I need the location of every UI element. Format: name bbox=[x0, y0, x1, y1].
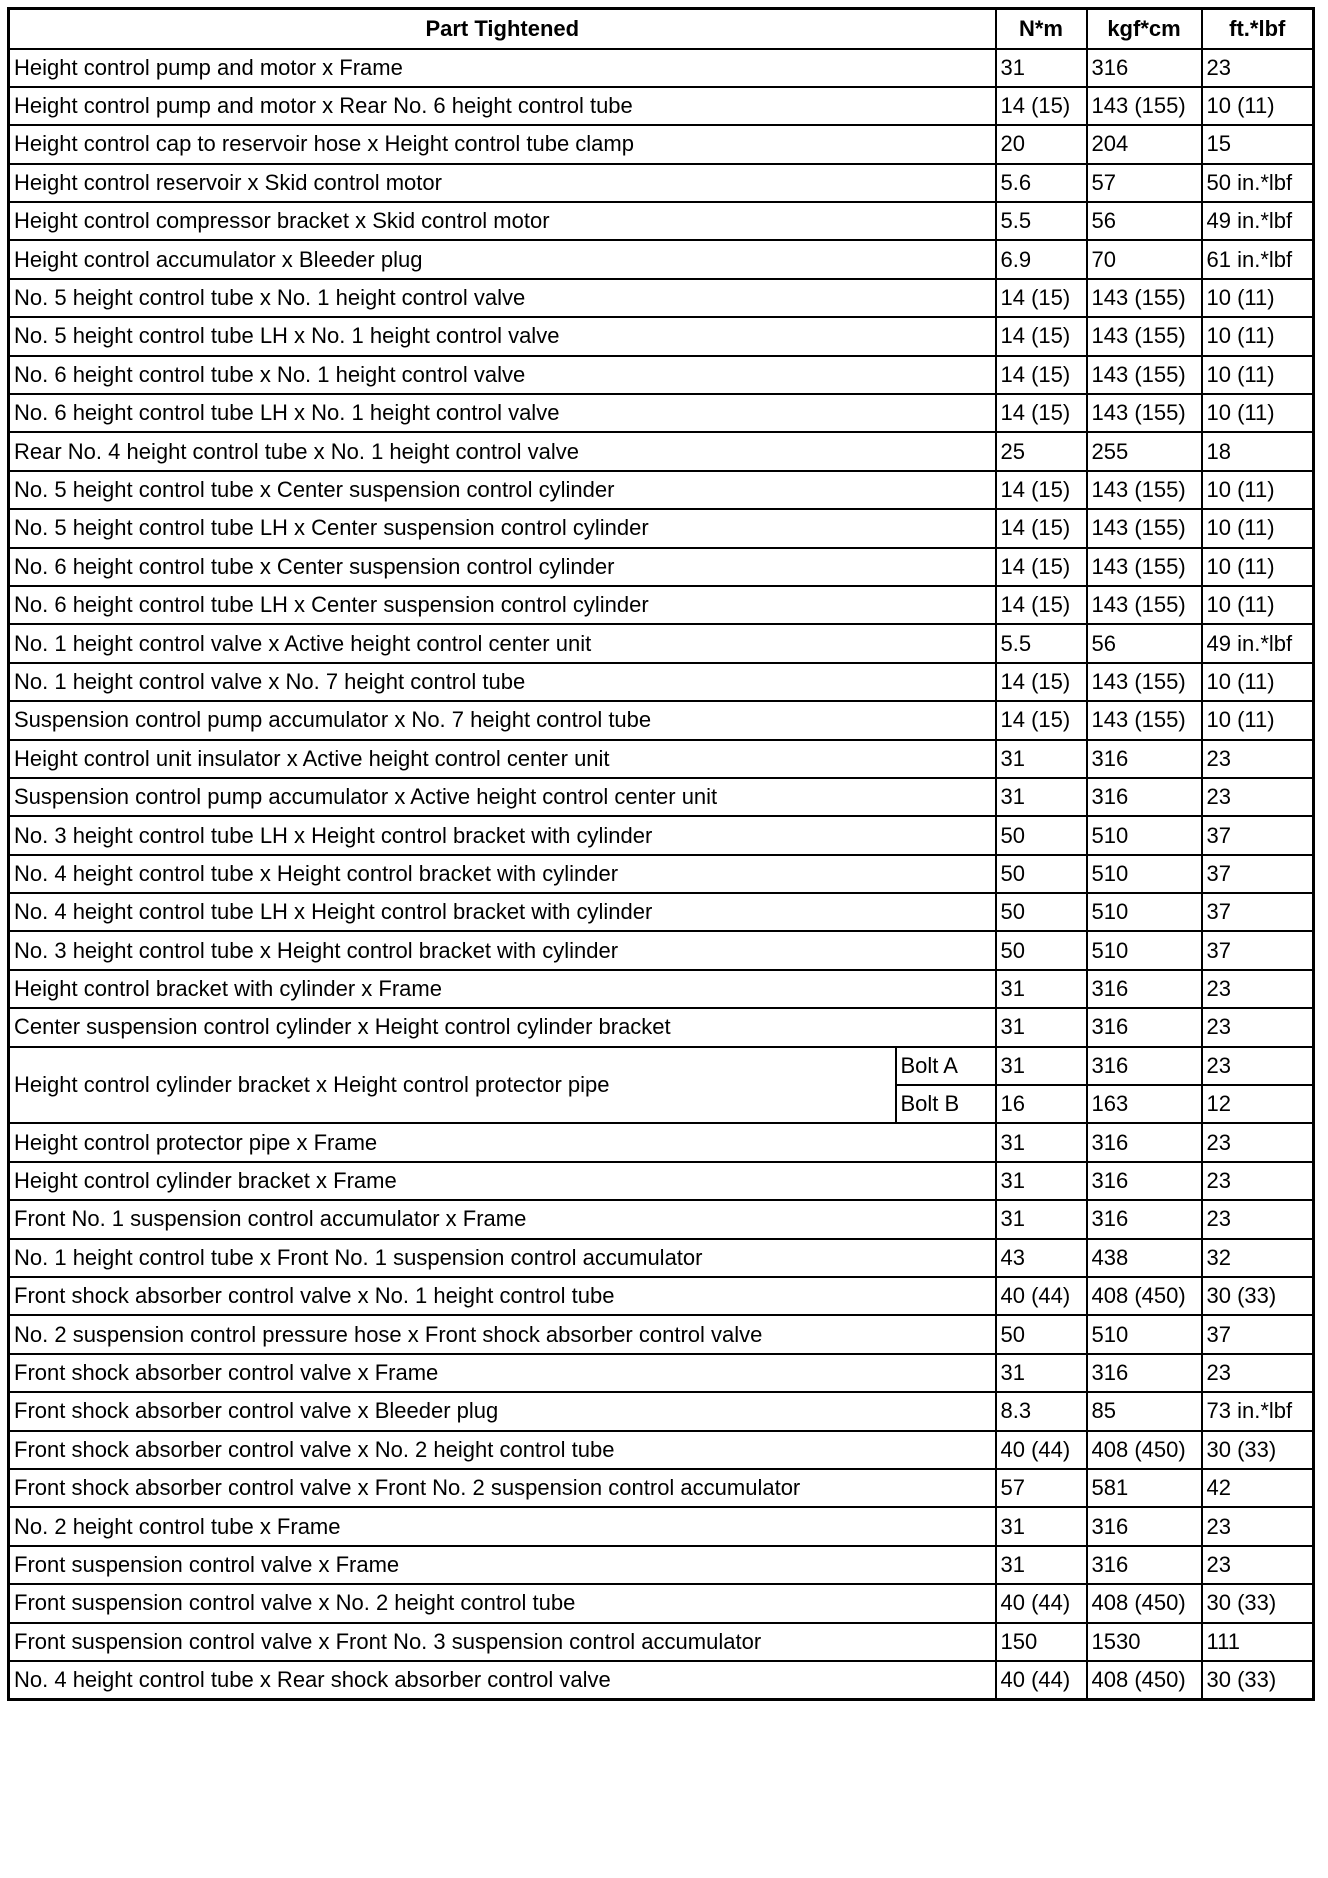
kgf-cm-cell: 316 bbox=[1087, 1047, 1202, 1085]
table-row bbox=[9, 1047, 1314, 1085]
bolt-label-cell: Bolt A bbox=[896, 1047, 996, 1085]
kgf-cm-cell: 408 (450) bbox=[1087, 1584, 1202, 1622]
kgf-cm-cell: 316 bbox=[1087, 49, 1202, 87]
part-tightened-cell: No. 5 height control tube LH x No. 1 height control valve bbox=[9, 317, 996, 355]
kgf-cm-cell: 143 (155) bbox=[1087, 509, 1202, 547]
part-tightened-cell: Front shock absorber control valve x Bleeder plug bbox=[9, 1392, 996, 1430]
nm-cell: 50 bbox=[996, 855, 1087, 893]
ft-lbf-cell: 30 (33) bbox=[1202, 1431, 1314, 1469]
nm-cell: 14 (15) bbox=[996, 586, 1087, 624]
table-row bbox=[9, 317, 1314, 355]
ft-lbf-cell: 50 in.*lbf bbox=[1202, 164, 1314, 202]
header-kgf-cm: kgf*cm bbox=[1087, 9, 1202, 49]
ft-lbf-cell: 10 (11) bbox=[1202, 87, 1314, 125]
kgf-cm-cell: 143 (155) bbox=[1087, 317, 1202, 355]
nm-cell: 150 bbox=[996, 1623, 1087, 1661]
table-row bbox=[9, 855, 1314, 893]
part-tightened-cell: No. 2 height control tube x Frame bbox=[9, 1507, 996, 1545]
part-tightened-cell: Height control bracket with cylinder x Frame bbox=[9, 970, 996, 1008]
kgf-cm-cell: 316 bbox=[1087, 1546, 1202, 1584]
table-row bbox=[9, 1623, 1314, 1661]
table-row bbox=[9, 663, 1314, 701]
ft-lbf-cell: 23 bbox=[1202, 1354, 1314, 1392]
nm-cell: 14 (15) bbox=[996, 279, 1087, 317]
kgf-cm-cell: 143 (155) bbox=[1087, 663, 1202, 701]
kgf-cm-cell: 510 bbox=[1087, 931, 1202, 969]
nm-cell: 14 (15) bbox=[996, 317, 1087, 355]
table-row bbox=[9, 1546, 1314, 1584]
ft-lbf-cell: 10 (11) bbox=[1202, 356, 1314, 394]
kgf-cm-cell: 316 bbox=[1087, 1162, 1202, 1200]
ft-lbf-cell: 18 bbox=[1202, 432, 1314, 470]
header-part-tightened: Part Tightened bbox=[9, 9, 996, 49]
part-tightened-cell: No. 3 height control tube LH x Height control bracket with cylinder bbox=[9, 816, 996, 854]
kgf-cm-cell: 163 bbox=[1087, 1085, 1202, 1123]
nm-cell: 31 bbox=[996, 1200, 1087, 1238]
table-row bbox=[9, 202, 1314, 240]
table-body bbox=[9, 49, 1314, 1700]
kgf-cm-cell: 408 (450) bbox=[1087, 1277, 1202, 1315]
nm-cell: 31 bbox=[996, 740, 1087, 778]
nm-cell: 31 bbox=[996, 1047, 1087, 1085]
kgf-cm-cell: 1530 bbox=[1087, 1623, 1202, 1661]
ft-lbf-cell: 10 (11) bbox=[1202, 279, 1314, 317]
nm-cell: 40 (44) bbox=[996, 1584, 1087, 1622]
ft-lbf-cell: 37 bbox=[1202, 893, 1314, 931]
nm-cell: 31 bbox=[996, 778, 1087, 816]
header-row bbox=[9, 9, 1314, 49]
part-tightened-cell: Rear No. 4 height control tube x No. 1 height control valve bbox=[9, 432, 996, 470]
part-tightened-cell: No. 4 height control tube LH x Height control bracket with cylinder bbox=[9, 893, 996, 931]
ft-lbf-cell: 23 bbox=[1202, 778, 1314, 816]
nm-cell: 5.6 bbox=[996, 164, 1087, 202]
kgf-cm-cell: 255 bbox=[1087, 432, 1202, 470]
table-row bbox=[9, 624, 1314, 662]
kgf-cm-cell: 316 bbox=[1087, 778, 1202, 816]
part-tightened-cell: Height control unit insulator x Active height control center unit bbox=[9, 740, 996, 778]
part-tightened-cell: Height control protector pipe x Frame bbox=[9, 1123, 996, 1161]
table-row bbox=[9, 1354, 1314, 1392]
ft-lbf-cell: 10 (11) bbox=[1202, 701, 1314, 739]
ft-lbf-cell: 15 bbox=[1202, 125, 1314, 163]
part-tightened-cell: No. 6 height control tube x Center suspension control cylinder bbox=[9, 548, 996, 586]
table-row bbox=[9, 548, 1314, 586]
nm-cell: 31 bbox=[996, 1162, 1087, 1200]
ft-lbf-cell: 111 bbox=[1202, 1623, 1314, 1661]
kgf-cm-cell: 581 bbox=[1087, 1469, 1202, 1507]
part-tightened-cell: Height control pump and motor x Frame bbox=[9, 49, 996, 87]
part-tightened-cell: No. 1 height control valve x Active height control center unit bbox=[9, 624, 996, 662]
kgf-cm-cell: 143 (155) bbox=[1087, 586, 1202, 624]
ft-lbf-cell: 23 bbox=[1202, 1546, 1314, 1584]
table-row bbox=[9, 1469, 1314, 1507]
ft-lbf-cell: 23 bbox=[1202, 1008, 1314, 1046]
nm-cell: 40 (44) bbox=[996, 1431, 1087, 1469]
part-tightened-cell: Height control cylinder bracket x Frame bbox=[9, 1162, 996, 1200]
table-row bbox=[9, 586, 1314, 624]
part-tightened-cell: No. 3 height control tube x Height control bracket with cylinder bbox=[9, 931, 996, 969]
table-row bbox=[9, 1008, 1314, 1046]
kgf-cm-cell: 316 bbox=[1087, 970, 1202, 1008]
kgf-cm-cell: 204 bbox=[1087, 125, 1202, 163]
part-tightened-cell: Height control accumulator x Bleeder plug bbox=[9, 240, 996, 278]
kgf-cm-cell: 70 bbox=[1087, 240, 1202, 278]
ft-lbf-cell: 23 bbox=[1202, 1123, 1314, 1161]
kgf-cm-cell: 143 (155) bbox=[1087, 701, 1202, 739]
nm-cell: 50 bbox=[996, 931, 1087, 969]
bolt-label-cell: Bolt B bbox=[896, 1085, 996, 1123]
nm-cell: 14 (15) bbox=[996, 509, 1087, 547]
part-tightened-cell: No. 6 height control tube LH x No. 1 height control valve bbox=[9, 394, 996, 432]
ft-lbf-cell: 37 bbox=[1202, 855, 1314, 893]
nm-cell: 57 bbox=[996, 1469, 1087, 1507]
table-row bbox=[9, 125, 1314, 163]
part-tightened-cell: Height control cap to reservoir hose x Height control tube clamp bbox=[9, 125, 996, 163]
part-tightened-cell: Front shock absorber control valve x No. 1 height control tube bbox=[9, 1277, 996, 1315]
kgf-cm-cell: 510 bbox=[1087, 855, 1202, 893]
nm-cell: 14 (15) bbox=[996, 548, 1087, 586]
ft-lbf-cell: 37 bbox=[1202, 1315, 1314, 1353]
ft-lbf-cell: 37 bbox=[1202, 816, 1314, 854]
part-tightened-cell: Front suspension control valve x No. 2 height control tube bbox=[9, 1584, 996, 1622]
ft-lbf-cell: 10 (11) bbox=[1202, 394, 1314, 432]
ft-lbf-cell: 61 in.*lbf bbox=[1202, 240, 1314, 278]
ft-lbf-cell: 10 (11) bbox=[1202, 317, 1314, 355]
nm-cell: 14 (15) bbox=[996, 663, 1087, 701]
part-tightened-cell: Front shock absorber control valve x No. 2 height control tube bbox=[9, 1431, 996, 1469]
part-tightened-cell: Front shock absorber control valve x Front No. 2 suspension control accumulator bbox=[9, 1469, 996, 1507]
ft-lbf-cell: 23 bbox=[1202, 740, 1314, 778]
table-row bbox=[9, 279, 1314, 317]
table-row bbox=[9, 778, 1314, 816]
ft-lbf-cell: 49 in.*lbf bbox=[1202, 624, 1314, 662]
kgf-cm-cell: 316 bbox=[1087, 1008, 1202, 1046]
part-tightened-cell: No. 6 height control tube LH x Center suspension control cylinder bbox=[9, 586, 996, 624]
table-row bbox=[9, 893, 1314, 931]
table-row bbox=[9, 701, 1314, 739]
nm-cell: 31 bbox=[996, 1354, 1087, 1392]
table-row bbox=[9, 1392, 1314, 1430]
ft-lbf-cell: 10 (11) bbox=[1202, 509, 1314, 547]
kgf-cm-cell: 510 bbox=[1087, 893, 1202, 931]
kgf-cm-cell: 143 (155) bbox=[1087, 394, 1202, 432]
kgf-cm-cell: 143 (155) bbox=[1087, 471, 1202, 509]
ft-lbf-cell: 73 in.*lbf bbox=[1202, 1392, 1314, 1430]
kgf-cm-cell: 143 (155) bbox=[1087, 548, 1202, 586]
part-tightened-cell: No. 6 height control tube x No. 1 height control valve bbox=[9, 356, 996, 394]
part-tightened-cell: Front shock absorber control valve x Frame bbox=[9, 1354, 996, 1392]
kgf-cm-cell: 510 bbox=[1087, 816, 1202, 854]
table-row bbox=[9, 87, 1314, 125]
part-tightened-cell: Suspension control pump accumulator x Active height control center unit bbox=[9, 778, 996, 816]
kgf-cm-cell: 316 bbox=[1087, 1507, 1202, 1545]
kgf-cm-cell: 143 (155) bbox=[1087, 279, 1202, 317]
nm-cell: 50 bbox=[996, 893, 1087, 931]
part-tightened-cell: Front suspension control valve x Frame bbox=[9, 1546, 996, 1584]
table-row bbox=[9, 164, 1314, 202]
kgf-cm-cell: 510 bbox=[1087, 1315, 1202, 1353]
nm-cell: 31 bbox=[996, 1008, 1087, 1046]
table-row bbox=[9, 931, 1314, 969]
kgf-cm-cell: 316 bbox=[1087, 1200, 1202, 1238]
nm-cell: 8.3 bbox=[996, 1392, 1087, 1430]
ft-lbf-cell: 30 (33) bbox=[1202, 1661, 1314, 1699]
nm-cell: 5.5 bbox=[996, 202, 1087, 240]
kgf-cm-cell: 316 bbox=[1087, 1123, 1202, 1161]
kgf-cm-cell: 408 (450) bbox=[1087, 1661, 1202, 1699]
part-tightened-cell: Center suspension control cylinder x Height control cylinder bracket bbox=[9, 1008, 996, 1046]
nm-cell: 14 (15) bbox=[996, 471, 1087, 509]
table-row bbox=[9, 1123, 1314, 1161]
nm-cell: 40 (44) bbox=[996, 1277, 1087, 1315]
torque-spec-table bbox=[7, 7, 1315, 1701]
nm-cell: 40 (44) bbox=[996, 1661, 1087, 1699]
ft-lbf-cell: 23 bbox=[1202, 1162, 1314, 1200]
table-row bbox=[9, 240, 1314, 278]
nm-cell: 31 bbox=[996, 970, 1087, 1008]
nm-cell: 31 bbox=[996, 1546, 1087, 1584]
header-nm: N*m bbox=[996, 9, 1087, 49]
nm-cell: 50 bbox=[996, 1315, 1087, 1353]
nm-cell: 31 bbox=[996, 1123, 1087, 1161]
header-ft-lbf: ft.*lbf bbox=[1202, 9, 1314, 49]
kgf-cm-cell: 316 bbox=[1087, 1354, 1202, 1392]
table-row bbox=[9, 1239, 1314, 1277]
nm-cell: 14 (15) bbox=[996, 701, 1087, 739]
ft-lbf-cell: 49 in.*lbf bbox=[1202, 202, 1314, 240]
table-row bbox=[9, 1661, 1314, 1699]
table-row bbox=[9, 740, 1314, 778]
part-tightened-cell: Height control cylinder bracket x Height control protector pipe bbox=[9, 1047, 896, 1124]
part-tightened-cell: Height control pump and motor x Rear No. 6 height control tube bbox=[9, 87, 996, 125]
nm-cell: 31 bbox=[996, 1507, 1087, 1545]
table-row bbox=[9, 471, 1314, 509]
table-row bbox=[9, 816, 1314, 854]
table-row bbox=[9, 1277, 1314, 1315]
table-row bbox=[9, 1507, 1314, 1545]
part-tightened-cell: No. 5 height control tube LH x Center suspension control cylinder bbox=[9, 509, 996, 547]
ft-lbf-cell: 23 bbox=[1202, 1047, 1314, 1085]
nm-cell: 5.5 bbox=[996, 624, 1087, 662]
ft-lbf-cell: 12 bbox=[1202, 1085, 1314, 1123]
part-tightened-cell: No. 5 height control tube x No. 1 height control valve bbox=[9, 279, 996, 317]
kgf-cm-cell: 438 bbox=[1087, 1239, 1202, 1277]
part-tightened-cell: Suspension control pump accumulator x No. 7 height control tube bbox=[9, 701, 996, 739]
nm-cell: 14 (15) bbox=[996, 356, 1087, 394]
nm-cell: 14 (15) bbox=[996, 394, 1087, 432]
table-row bbox=[9, 1431, 1314, 1469]
kgf-cm-cell: 56 bbox=[1087, 202, 1202, 240]
part-tightened-cell: No. 1 height control valve x No. 7 height control tube bbox=[9, 663, 996, 701]
table-row bbox=[9, 356, 1314, 394]
kgf-cm-cell: 408 (450) bbox=[1087, 1431, 1202, 1469]
table-row bbox=[9, 432, 1314, 470]
nm-cell: 43 bbox=[996, 1239, 1087, 1277]
kgf-cm-cell: 85 bbox=[1087, 1392, 1202, 1430]
ft-lbf-cell: 42 bbox=[1202, 1469, 1314, 1507]
ft-lbf-cell: 23 bbox=[1202, 1200, 1314, 1238]
ft-lbf-cell: 10 (11) bbox=[1202, 586, 1314, 624]
table-row bbox=[9, 1200, 1314, 1238]
nm-cell: 20 bbox=[996, 125, 1087, 163]
kgf-cm-cell: 143 (155) bbox=[1087, 87, 1202, 125]
nm-cell: 31 bbox=[996, 49, 1087, 87]
nm-cell: 6.9 bbox=[996, 240, 1087, 278]
ft-lbf-cell: 32 bbox=[1202, 1239, 1314, 1277]
kgf-cm-cell: 57 bbox=[1087, 164, 1202, 202]
part-tightened-cell: No. 2 suspension control pressure hose x Front shock absorber control valve bbox=[9, 1315, 996, 1353]
nm-cell: 50 bbox=[996, 816, 1087, 854]
ft-lbf-cell: 10 (11) bbox=[1202, 548, 1314, 586]
ft-lbf-cell: 23 bbox=[1202, 49, 1314, 87]
ft-lbf-cell: 23 bbox=[1202, 1507, 1314, 1545]
ft-lbf-cell: 30 (33) bbox=[1202, 1277, 1314, 1315]
part-tightened-cell: No. 1 height control tube x Front No. 1 suspension control accumulator bbox=[9, 1239, 996, 1277]
ft-lbf-cell: 37 bbox=[1202, 931, 1314, 969]
table-row bbox=[9, 970, 1314, 1008]
kgf-cm-cell: 316 bbox=[1087, 740, 1202, 778]
part-tightened-cell: Front suspension control valve x Front No. 3 suspension control accumulator bbox=[9, 1623, 996, 1661]
table-row bbox=[9, 1584, 1314, 1622]
table-row bbox=[9, 509, 1314, 547]
table-row bbox=[9, 1162, 1314, 1200]
ft-lbf-cell: 23 bbox=[1202, 970, 1314, 1008]
kgf-cm-cell: 143 (155) bbox=[1087, 356, 1202, 394]
table-row bbox=[9, 1315, 1314, 1353]
ft-lbf-cell: 30 (33) bbox=[1202, 1584, 1314, 1622]
part-tightened-cell: Height control compressor bracket x Skid control motor bbox=[9, 202, 996, 240]
part-tightened-cell: No. 4 height control tube x Rear shock absorber control valve bbox=[9, 1661, 996, 1699]
table-row bbox=[9, 394, 1314, 432]
part-tightened-cell: No. 5 height control tube x Center suspension control cylinder bbox=[9, 471, 996, 509]
nm-cell: 16 bbox=[996, 1085, 1087, 1123]
part-tightened-cell: Height control reservoir x Skid control motor bbox=[9, 164, 996, 202]
ft-lbf-cell: 10 (11) bbox=[1202, 471, 1314, 509]
kgf-cm-cell: 56 bbox=[1087, 624, 1202, 662]
part-tightened-cell: No. 4 height control tube x Height control bracket with cylinder bbox=[9, 855, 996, 893]
ft-lbf-cell: 10 (11) bbox=[1202, 663, 1314, 701]
nm-cell: 25 bbox=[996, 432, 1087, 470]
part-tightened-cell: Front No. 1 suspension control accumulator x Frame bbox=[9, 1200, 996, 1238]
nm-cell: 14 (15) bbox=[996, 87, 1087, 125]
table-row bbox=[9, 49, 1314, 87]
